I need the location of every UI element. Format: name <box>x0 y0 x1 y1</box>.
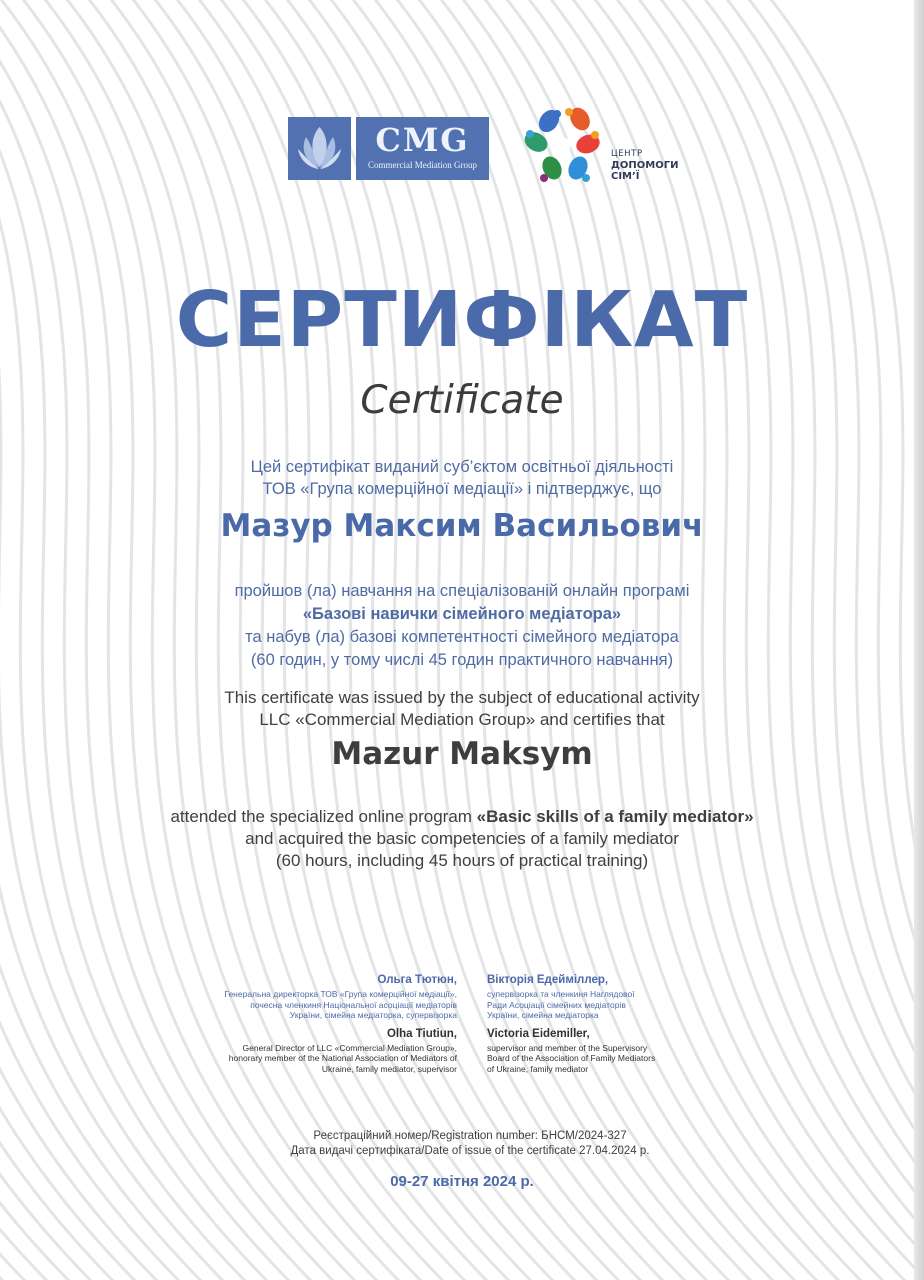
training-dates: 09-27 квітня 2024 р. <box>390 1173 534 1190</box>
ua-program-name: «Базові навички сімейного медіатора» <box>302 605 622 623</box>
signatory-right-desc-en-line: of Ukraine, family mediator <box>487 1063 589 1074</box>
en-intro-line1: This certificate was issued by the subject of educational activity <box>224 688 700 707</box>
registration-number: Реєстраційний номер/Registration number: БНСМ/2024-327 <box>313 1130 627 1142</box>
en-body <box>0 806 924 872</box>
signatory-right-desc-ua-line: Ради Асоціації сімейних медіаторів <box>487 999 626 1010</box>
en-intro-line2: LLC «Commercial Mediation Group» and certifies that <box>259 710 665 729</box>
signatory-right-desc-en-line: supervisor and member of the Supervisory <box>487 1042 648 1053</box>
cmg-logo <box>356 117 489 180</box>
signatory-left-desc-en <box>150 1043 457 1075</box>
signatory-right-desc-ua-line: України, сімейна медіаторка <box>487 1010 599 1021</box>
signatory-left-name-en: Olha Tiutiun, <box>386 1027 457 1040</box>
en-body-line3: (60 hours, including 45 hours of practical training) <box>275 851 649 870</box>
signatory-left-name-ua: Ольга Тютюн, <box>377 974 457 986</box>
signatory-right-desc-ua-line: супервізорка та членкиня Наглядової <box>487 989 635 999</box>
cmg-logo-caption: Commercial Mediation Group <box>368 160 477 170</box>
signatory-right <box>487 972 787 1075</box>
signatory-left-desc-ua <box>150 989 457 1021</box>
en-body-prefix: attended the specialized online program <box>170 807 477 826</box>
ua-body <box>0 580 924 672</box>
signatory-right-desc-en-line: Board of the Association of Family Mediators <box>487 1053 656 1064</box>
family-center-line1: ЦЕНТР <box>611 149 643 159</box>
signatory-right-name-ua: Вікторія Едеймiллер, <box>487 974 609 986</box>
en-body-line1 <box>0 806 924 828</box>
signatory-left-desc-ua-line: почесна членкиня Національної асоціації медіаторів <box>250 999 457 1010</box>
en-body-line2: and acquired the basic competencies of a family mediator <box>245 829 679 848</box>
recipient-name-en: Mazur Maksym <box>331 736 593 772</box>
family-center-line2: ДОПОМОГИ <box>611 160 679 171</box>
signatory-left-desc-ua-line: України, сімейна медіаторка, супервізорка <box>289 1010 457 1021</box>
signatory-left-desc-en-line: General Director of LLC «Commercial Mediation Group», <box>242 1042 457 1053</box>
issue-date: Дата видачі сертифіката/Date of issue of the certificate 27.04.2024 р. <box>290 1145 650 1157</box>
ua-body-line3: та набув (ла) базові компетентності сімейного медіатора <box>245 628 679 646</box>
ua-intro-line2: ТОВ «Група комерційної медіації» і підтверджує, що <box>262 480 662 498</box>
registration-info <box>0 1129 924 1159</box>
signatory-right-name-en: Victoria Eidemiller, <box>487 1027 590 1040</box>
ua-intro <box>0 456 924 500</box>
signatory-right-desc-ua <box>487 989 787 1021</box>
certificate-title-ua: СЕРТИФІКАТ <box>175 276 749 365</box>
family-center-logo-icon <box>522 104 606 190</box>
signatory-left-desc-ua-line: Генеральна директорка ТОВ «Група комерційної медіації», <box>224 989 457 999</box>
family-center-logo-text <box>611 149 678 182</box>
ua-body-line1: пройшов (ла) навчання на спеціалізованій онлайн програмі <box>234 582 690 600</box>
signatory-right-desc-en <box>487 1043 787 1075</box>
recipient-name-ua: Мазур Максим Васильович <box>220 508 704 544</box>
signatory-left <box>150 972 457 1075</box>
family-center-line3: СІМ’Ї <box>611 171 640 182</box>
ua-intro-line1: Цей сертифікат виданий суб’єктом освітньої діяльності <box>250 458 674 476</box>
lotus-logo-icon <box>288 117 351 180</box>
signatory-left-desc-en-line: honorary member of the National Association of Mediators of <box>228 1053 457 1064</box>
certificate-title-en: Certificate <box>360 378 564 423</box>
signatory-left-desc-en-line: Ukraine, family mediator, supervisor <box>321 1063 457 1074</box>
ua-body-line4: (60 годин, у тому числі 45 годин практичного навчання) <box>250 651 674 669</box>
en-intro <box>0 687 924 731</box>
cmg-logo-letters: CMG <box>375 121 470 159</box>
en-program-name: «Basic skills of a family mediator» <box>476 807 754 826</box>
